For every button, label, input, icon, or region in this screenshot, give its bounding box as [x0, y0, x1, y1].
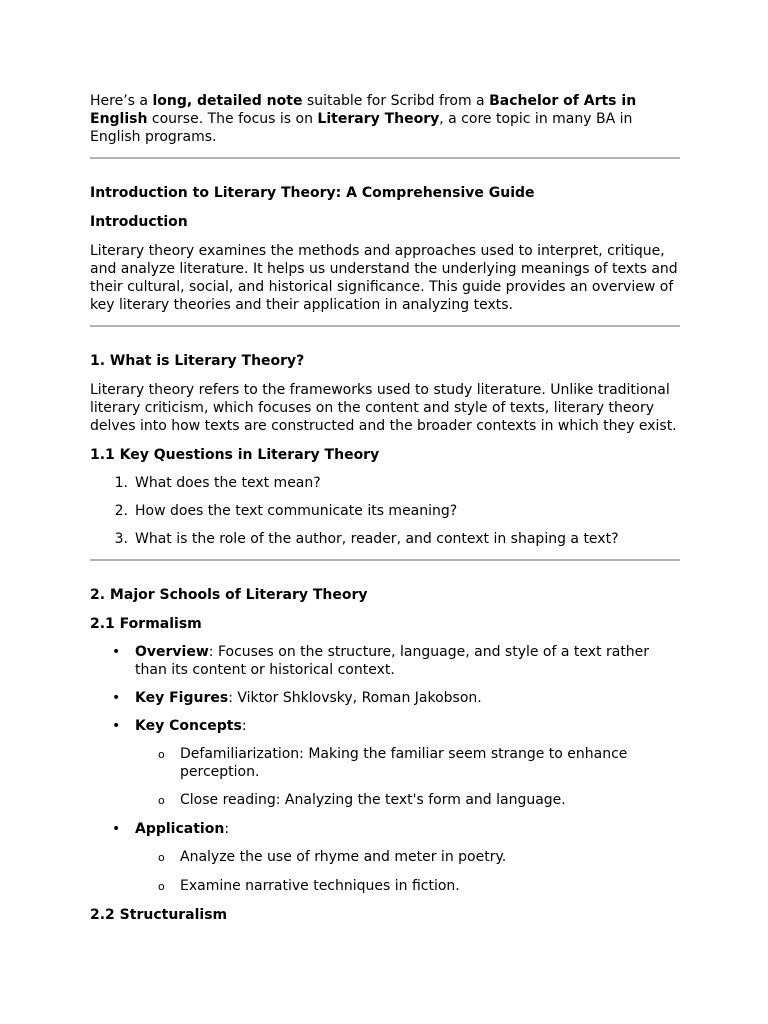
formalism-list	[90, 643, 680, 896]
key-concepts-list	[90, 745, 680, 810]
list-item-text: How does the text communicate its meaning?	[135, 503, 458, 519]
list-item-text: What is the role of the author, reader, and context in shaping a text?	[135, 531, 619, 547]
circle-bullet-icon: o	[158, 748, 165, 761]
list-item	[90, 474, 680, 492]
list-item-text: What does the text mean?	[135, 475, 321, 491]
document-page	[90, 92, 680, 934]
list-item: • Application: o Analyze the use of rhyme and meter in poetry. o Examine narrative techniques in fiction.	[90, 820, 680, 896]
list-number: 2.	[114, 503, 128, 519]
circle-bullet-icon: o	[158, 880, 165, 893]
divider	[90, 325, 680, 327]
sub-list-item: o Examine narrative techniques in fiction.	[90, 877, 680, 896]
list-number: 1.	[114, 475, 128, 491]
bullet-icon: •	[112, 718, 121, 734]
section1-body: Literary theory refers to the frameworks used to study literature. Unlike traditional literary criticism, which focuses on the content and style of texts, literary theory delves into how texts are constructed and the broader contexts in which they exist.	[90, 382, 677, 434]
circle-bullet-icon: o	[158, 851, 165, 864]
section1-heading: 1. What is Literary Theory?	[90, 353, 305, 369]
list-item: • Key Concepts: o Defamiliarization: Making the familiar seem strange to enhance perception. o Close reading: Analyzing the text's form and language.	[90, 717, 680, 810]
sub-list-item: o Defamiliarization: Making the familiar seem strange to enhance perception.	[90, 745, 680, 781]
bullet-icon: •	[112, 690, 121, 706]
key-questions-heading: 1.1 Key Questions in Literary Theory	[90, 447, 380, 463]
circle-bullet-icon: o	[158, 794, 165, 807]
sub-list-item: o Close reading: Analyzing the text's form and language.	[90, 791, 680, 810]
bullet-icon: •	[112, 644, 121, 660]
application-list	[90, 848, 680, 896]
document-title: Introduction to Literary Theory: A Comprehensive Guide	[90, 185, 535, 201]
list-item: • Key Figures: Viktor Shklovsky, Roman Jakobson.	[90, 689, 680, 707]
list-item	[90, 530, 680, 548]
key-questions-list	[90, 474, 680, 548]
introduction-heading: Introduction	[90, 214, 188, 230]
section2-heading: 2. Major Schools of Literary Theory	[90, 587, 368, 603]
list-item: • Overview: Focuses on the structure, language, and style of a text rather than its content or historical context.	[90, 643, 680, 679]
intro-note: Here’s a long, detailed note suitable for Scribd from a Bachelor of Arts in English course. The focus is on Literary Theory, a core topic in many BA in English programs.	[90, 93, 637, 145]
list-number: 3.	[114, 531, 128, 547]
divider	[90, 559, 680, 561]
introduction-body: Literary theory examines the methods and approaches used to interpret, critique, and analyze literature. It helps us understand the underlying meanings of texts and their cultural, social, and historical significance. This guide provides an overview of key literary theories and their application in analyzing texts.	[90, 243, 678, 313]
list-item	[90, 502, 680, 520]
formalism-heading: 2.1 Formalism	[90, 616, 202, 632]
bullet-icon: •	[112, 821, 121, 837]
sub-list-item: o Analyze the use of rhyme and meter in poetry.	[90, 848, 680, 867]
divider	[90, 157, 680, 159]
structuralism-heading: 2.2 Structuralism	[90, 907, 228, 923]
